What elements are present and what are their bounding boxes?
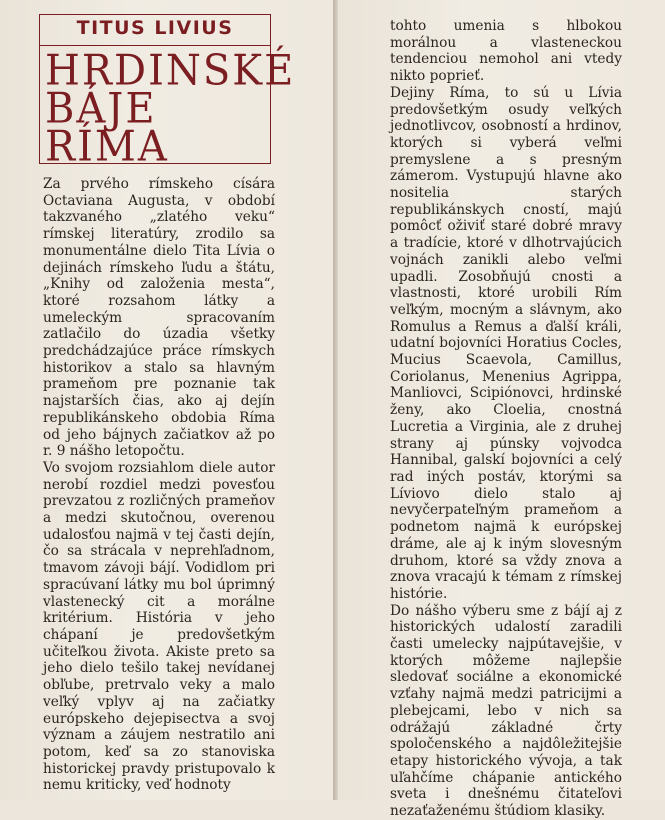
left-column-text [43,176,275,794]
title-line-1: HRDINSKÉ [45,46,296,96]
author-name: TITUS LIVIUS [76,17,234,39]
title-line-3: RÍMA [45,122,169,172]
title-divider [40,45,270,46]
paragraph: Za prvého rímskeho císára Octaviana Augusta, v období takzvaného „zlatého veku“ rímskej literatúry, zrodilo sa monumentálne dielo Tita Lívia o dejinách rímskeho ľudu a štátu, „Knihy od založenia mesta“, ktoré rozsahom látky a umeleckým spracovaním zatlačilo do úzadia všetky predchádzajúce práce rímskych historikov a stalo sa hlavným prameňom pre poznanie tak najstarších čias, ako aj dejín republikánskeho obdobia Ríma od jeho bájnych začiatkov až po r. 9 nášho letopočtu. [43,176,275,460]
paragraph: Vo svojom rozsiahlom diele autor nerobí rozdiel medzi povesťou prevzatou z rozličných prameňov a medzi skutočnou, overenou udalosťou najmä v tej časti dejín, čo sa strácala v neprehľadnom, tmavom závoji bájí. Vodidlom pri spracúvaní látky mu bol úprimný vlastenecký cit a morálne kritérium. História v jeho chápaní je predovšetkým učiteľkou života. Akiste preto sa jeho dielo tešilo takej nevídanej obľube, pretrvalo veky a malo veľký vplyv aj na začiatky európskeho dejepisectva a svoj význam a záujem nestratilo ani potom, keď sa zo stanoviska historickej pravdy pristupovalo k nemu kriticky, veď hodnoty [43,459,275,794]
paragraph: tohto umenia s hlbokou morálnou a vlasteneckou tendenciou nemohol ani vtedy nikto poprieť. [390,18,622,85]
paragraph: Dejiny Ríma, to sú u Lívia predovšetkým osudy veľkých jednotlivcov, osobností a hrdinov, ktorých si vyberá veľmi premyslene a s presným zámerom. Vystupujú hlavne ako nositelia starých republikánskych cností, majú pomôcť oživiť staré dobré mravy a tradície, ktoré v dlhotrvajúcich vojnách zanikli alebo veľmi upadli. Zosobňujú cnosti a vlastnosti, ktoré urobili Rím veľkým, mocným a slávnym, ako Romulus a Remus a ďalší králi, udatní bojovníci Horatius Cocles, Mucius Scaevola, Camillus, Coriolanus, Menenius Agrippa, Manliovci, Scipiónovci, hrdinské ženy, ako Cloelia, cnostná Lucretia a Virginia, ale z druhej strany aj púnsky vojvodca Hannibal, galskí bojovníci a celý rad iných postáv, ktorými sa Líviovo dielo stalo aj nevyčerpateľným prameňom a podnetom najmä k európskej dráme, ale aj k iným slovesným druhom, ktoré sa vždy znova a znova vracajú k témam z rímskej histórie. [390,84,622,602]
title-box [39,14,296,172]
title-line-2: BÁJE [45,84,157,134]
right-column-text [390,18,622,820]
paragraph: Do nášho výberu sme z bájí aj z historických udalostí zaradili časti umelecky najpútavejšie, v ktorých môžeme najlepšie sledovať sociálne a ekonomické vzťahy najmä medzi patricijmi a plebejcami, lebo v nich sa odrážajú základné črty spoločenského a najdôležitejšie etapy historického vývoja, a tak uľahčíme chápanie antického sveta i dnešnému čitateľovi nezaťaženému štúdiom klasiky. [390,602,622,820]
